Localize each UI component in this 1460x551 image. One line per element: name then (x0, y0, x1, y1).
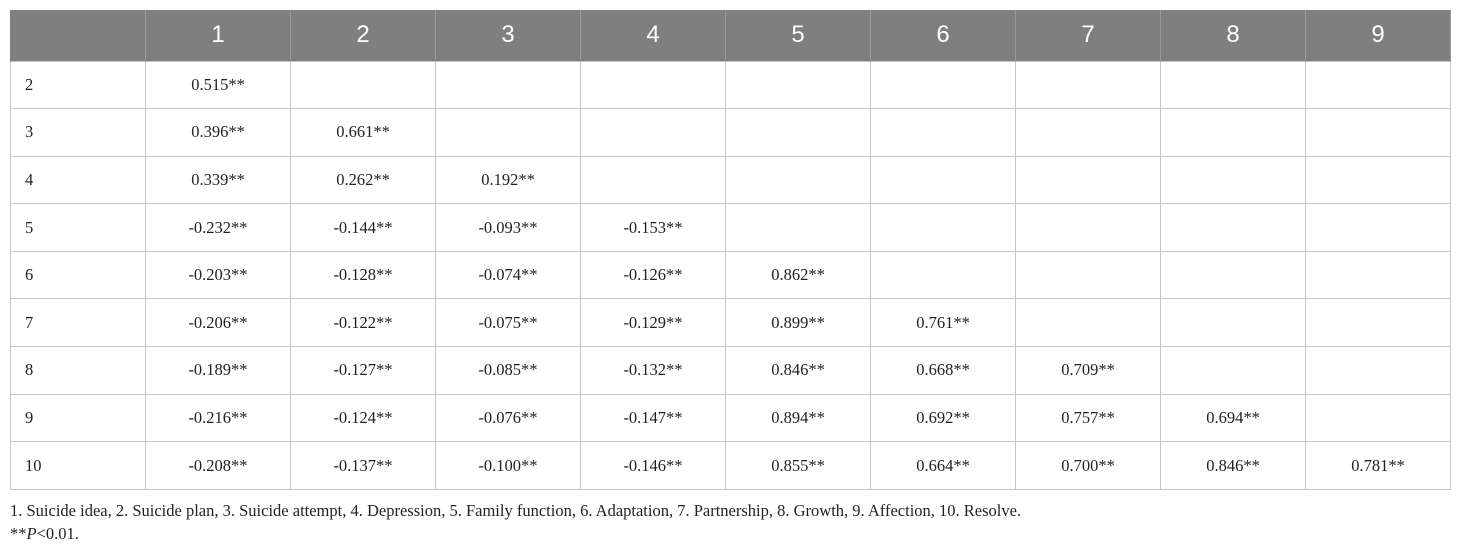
empty-cell (1016, 156, 1161, 204)
empty-cell (726, 61, 871, 109)
table-row (11, 394, 1451, 442)
empty-cell (1161, 251, 1306, 299)
empty-cell (1306, 251, 1451, 299)
correlation-cell: -0.147** (581, 394, 726, 442)
table-row (11, 442, 1451, 490)
empty-cell (1306, 109, 1451, 157)
header-cell-4: 4 (581, 10, 726, 61)
header-cell-3: 3 (436, 10, 581, 61)
correlation-cell: 0.709** (1016, 347, 1161, 395)
empty-cell (871, 204, 1016, 252)
row-label: 2 (11, 61, 146, 109)
correlation-cell: 0.694** (1161, 394, 1306, 442)
correlation-cell: 0.846** (1161, 442, 1306, 490)
header-cell-1: 1 (146, 10, 291, 61)
significance-note (10, 522, 1021, 545)
correlation-cell: 0.700** (1016, 442, 1161, 490)
correlation-cell: -0.093** (436, 204, 581, 252)
empty-cell (871, 251, 1016, 299)
header-cell-6: 6 (871, 10, 1016, 61)
empty-cell (1306, 394, 1451, 442)
correlation-cell: -0.126** (581, 251, 726, 299)
correlation-cell: -0.076** (436, 394, 581, 442)
empty-cell (1016, 109, 1161, 157)
correlation-cell: 0.899** (726, 299, 871, 347)
empty-cell (1161, 299, 1306, 347)
table-row (11, 347, 1451, 395)
header-cell-9: 9 (1306, 10, 1451, 61)
header-cell-5: 5 (726, 10, 871, 61)
empty-cell (1306, 156, 1451, 204)
correlation-cell: 0.396** (146, 109, 291, 157)
correlation-cell: 0.339** (146, 156, 291, 204)
correlation-cell: -0.124** (291, 394, 436, 442)
header-cell-8: 8 (1161, 10, 1306, 61)
table-header (11, 10, 1451, 61)
correlation-cell: 0.262** (291, 156, 436, 204)
row-label: 7 (11, 299, 146, 347)
correlation-cell: -0.232** (146, 204, 291, 252)
correlation-cell: 0.781** (1306, 442, 1451, 490)
table-footnotes (10, 499, 1021, 545)
row-label: 6 (11, 251, 146, 299)
table-row (11, 109, 1451, 157)
table-row (11, 61, 1451, 109)
empty-cell (1306, 61, 1451, 109)
empty-cell (1161, 156, 1306, 204)
correlation-cell: 0.661** (291, 109, 436, 157)
correlation-cell: 0.192** (436, 156, 581, 204)
variable-legend: 1. Suicide idea, 2. Suicide plan, 3. Suicide attempt, 4. Depression, 5. Family function, 6. Adaptation, 7. Partnership, 8. Growth, 9. Affection, 10. Resolve. (10, 501, 1022, 520)
table-body (11, 61, 1451, 489)
correlation-table-container (10, 10, 1450, 490)
correlation-cell: -0.128** (291, 251, 436, 299)
correlation-cell: -0.206** (146, 299, 291, 347)
table-row (11, 299, 1451, 347)
empty-cell (1016, 299, 1161, 347)
row-label: 8 (11, 347, 146, 395)
empty-cell (1016, 204, 1161, 252)
significance-threshold: <0.01. (36, 524, 79, 543)
correlation-cell: 0.515** (146, 61, 291, 109)
correlation-cell: -0.074** (436, 251, 581, 299)
empty-cell (581, 109, 726, 157)
correlation-cell: -0.137** (291, 442, 436, 490)
empty-cell (1306, 299, 1451, 347)
significance-prefix: ** (10, 524, 27, 543)
empty-cell (871, 109, 1016, 157)
correlation-cell: -0.144** (291, 204, 436, 252)
correlation-cell: 0.846** (726, 347, 871, 395)
empty-cell (436, 109, 581, 157)
row-label: 4 (11, 156, 146, 204)
correlation-cell: -0.153** (581, 204, 726, 252)
significance-variable: P (26, 524, 37, 543)
empty-cell (1161, 109, 1306, 157)
correlation-cell: 0.668** (871, 347, 1016, 395)
header-cell-2: 2 (291, 10, 436, 61)
correlation-cell: 0.855** (726, 442, 871, 490)
table-row (11, 251, 1451, 299)
empty-cell (1016, 61, 1161, 109)
row-label: 9 (11, 394, 146, 442)
header-cell-7: 7 (1016, 10, 1161, 61)
header-corner-cell (11, 10, 146, 61)
correlation-cell: -0.208** (146, 442, 291, 490)
header-row (11, 10, 1451, 61)
correlation-cell: 0.664** (871, 442, 1016, 490)
row-label: 10 (11, 442, 146, 490)
correlation-cell: 0.761** (871, 299, 1016, 347)
empty-cell (1016, 251, 1161, 299)
empty-cell (726, 156, 871, 204)
empty-cell (871, 156, 1016, 204)
empty-cell (726, 204, 871, 252)
correlation-cell: -0.129** (581, 299, 726, 347)
correlation-cell: -0.085** (436, 347, 581, 395)
correlation-cell: -0.100** (436, 442, 581, 490)
empty-cell (581, 61, 726, 109)
correlation-cell: 0.692** (871, 394, 1016, 442)
empty-cell (1161, 347, 1306, 395)
row-label: 3 (11, 109, 146, 157)
row-label: 5 (11, 204, 146, 252)
empty-cell (1161, 204, 1306, 252)
correlation-cell: 0.894** (726, 394, 871, 442)
empty-cell (581, 156, 726, 204)
correlation-cell: -0.122** (291, 299, 436, 347)
correlation-table (10, 10, 1451, 490)
empty-cell (1306, 204, 1451, 252)
correlation-cell: -0.189** (146, 347, 291, 395)
table-row (11, 156, 1451, 204)
table-row (11, 204, 1451, 252)
empty-cell (1161, 61, 1306, 109)
correlation-cell: -0.132** (581, 347, 726, 395)
empty-cell (1306, 347, 1451, 395)
empty-cell (726, 109, 871, 157)
correlation-cell: 0.757** (1016, 394, 1161, 442)
correlation-cell: -0.216** (146, 394, 291, 442)
correlation-cell: -0.203** (146, 251, 291, 299)
correlation-cell: -0.146** (581, 442, 726, 490)
empty-cell (871, 61, 1016, 109)
correlation-cell: -0.075** (436, 299, 581, 347)
empty-cell (436, 61, 581, 109)
correlation-cell: -0.127** (291, 347, 436, 395)
correlation-cell: 0.862** (726, 251, 871, 299)
empty-cell (291, 61, 436, 109)
